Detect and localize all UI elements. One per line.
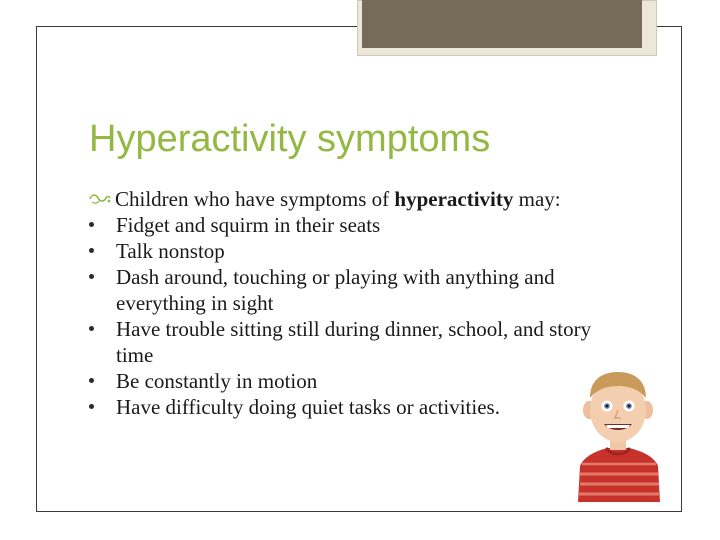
list-item bbox=[89, 264, 616, 316]
intro-text-before: Children who have symptoms of bbox=[115, 187, 395, 211]
dot-bullet-icon bbox=[89, 222, 94, 227]
dot-bullet-icon bbox=[89, 404, 94, 409]
slide-title: Hyperactivity symptoms bbox=[89, 118, 491, 160]
list-item bbox=[89, 316, 616, 368]
slide-content bbox=[89, 186, 649, 420]
dot-bullet-icon bbox=[89, 248, 94, 253]
symptom-list bbox=[89, 212, 649, 420]
symptom-text: Dash around, touching or playing with anything and everything in sight bbox=[116, 265, 555, 315]
intro-emphasis: hyperactivity bbox=[394, 187, 514, 211]
list-item bbox=[89, 394, 616, 420]
symptom-text: Have trouble sitting still during dinner, school, and story time bbox=[116, 317, 592, 367]
dot-bullet-icon bbox=[89, 378, 94, 383]
intro-paragraph bbox=[89, 186, 649, 212]
child-photo bbox=[568, 368, 668, 502]
symptom-text: Fidget and squirm in their seats bbox=[116, 213, 381, 237]
intro-text-after: may: bbox=[513, 187, 561, 211]
dot-bullet-icon bbox=[89, 274, 94, 279]
symptom-text: Talk nonstop bbox=[116, 239, 225, 263]
list-item bbox=[89, 368, 616, 394]
flourish-icon bbox=[89, 193, 111, 205]
list-item bbox=[89, 212, 616, 238]
dot-bullet-icon bbox=[89, 326, 94, 331]
symptom-text: Have difficulty doing quiet tasks or activities. bbox=[116, 395, 500, 419]
symptom-text: Be constantly in motion bbox=[116, 369, 318, 393]
list-item bbox=[89, 238, 616, 264]
accent-block bbox=[362, 0, 642, 48]
